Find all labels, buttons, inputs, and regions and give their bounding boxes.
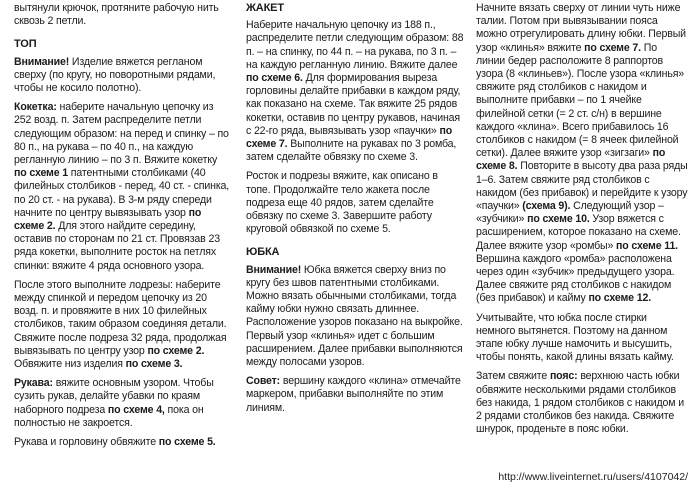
section-heading-top: ТОП	[14, 38, 37, 51]
paragraph-jacket-body: Росток и подрезы вяжите, как описано в топе. Продолжайте тело жакета после подреза еще 40 рядов, затем сделайте обвязку по схеме 3. Завершите работу круговой обвязкой по схеме 5.	[246, 170, 438, 236]
section-heading-jacket: ЖАКЕТ	[246, 2, 284, 14]
paragraph-attention: Внимание! Изделие вяжется регланом сверху (по кругу, но поворотными рядами, чтобы не косило полотно).	[14, 55, 216, 95]
column-skirt-continued	[476, 2, 688, 443]
paragraph-skirt-attention: Внимание! Юбка вяжется сверху вниз по кругу без швов патентными столбиками. Можно вязать обычными столбиками, тогда кайму юбки нужно связать длиннее. Расположение узоров показано на выкройке. Первый узор «клинья» идет с большим расширением. Далее прибавки выполняются между полосами узоров.	[246, 263, 463, 369]
section-heading-skirt: ЮБКА	[246, 246, 280, 259]
paragraph-yoke: Кокетка: наберите начальную цепочку из 252 возд. п. Затем распределите петли следующим образом: на перед и спинку – по 80 п., на рукава – по 40 п., на каждую регланную линию – по 3 п. Вяжите кокетку по схеме 1 патентными столбиками (40 филейных столбиков - перед, 40 ст. - спинка, по 20 ст. - на рукава). В 3-м ряду спереди начните по центру вывязывать узор по схеме 2. Для этого найдите середину, оставив по сторонам по 21 ст. Провязав 23 ряда кокетки, выполните росток на петлях спинки: вяжите 4 ряда основного узора.	[14, 101, 230, 272]
column-top	[14, 2, 230, 455]
column-jacket-skirt	[246, 2, 464, 421]
paragraph-skirt-length: Учитывайте, что юбка после стирки немного вытянется. Поэтому на данном этапе юбку лучше намочить и высушить, чтобы понять, какой длины вязать кайму.	[476, 311, 674, 364]
paragraph-sleeves: Рукава: вяжите основным узором. Чтобы сузить рукав, делайте убавки по краям наборного подреза по схеме 4, пока он полностью не закроется.	[14, 377, 214, 429]
paragraph-underarm: После этого выполните лодрезы: наберите между спинкой и передом цепочку из 20 возд. п. и провяжите в них 10 филейных столбиков, таким образом соединяя детали. Свяжите после подреза 32 ряда, продолжая вывязывать по центру узор по схеме 2. Обвяжите низ изделия по схеме 3.	[14, 278, 227, 371]
paragraph-jacket-start: Наберите начальную цепочку из 188 п., распределите петли следующим образом: 88 п. – на спинку, по 44 п. – на рукава, по 3 п. – на каждую регланную линию. Вяжите далее по схеме 6. Для формирования выреза горловины делайте прибавки в каждом ряду, как показано на схеме. Так вяжите 25 рядов кокетки, оставив по центру рукавов, начиная с 22-го ряда, вывязывать узор «паучки» по схеме 7. Выполните на рукавах по 3 ромба, затем сделайте обвязку по схеме 3.	[246, 19, 464, 164]
source-watermark: http://www.liveinternet.ru/users/4107042/	[498, 471, 688, 483]
paragraph-belt: Затем свяжите пояс: верхнюю часть юбки обвяжите несколькими рядами столбиков без накида, 1 рядом столбиков с накидом и 2 рядами столбиков без накида. Свяжите шнурок, проденьте в пояс юбки.	[476, 370, 684, 436]
paragraph-advice: Совет: вершину каждого «клина» отмечайте маркером, прибавки выполняйте по этим линиям.	[246, 375, 461, 414]
paragraph-intro: вытянули крючок, протяните рабочую нить сквозь 2 петли.	[14, 2, 219, 28]
paragraph-edging: Рукава и горловину обвяжите по схеме 5.	[14, 436, 216, 449]
paragraph-skirt-patterns: Начните вязать сверху от линии чуть ниже талии. Потом при вывязывании пояса можно отрегулировать длину юбки. Первый узор «клинья» вяжите по схеме 7. По линии бедер расположите 8 раппортов узора (8 «клиньев»). После узора «клинья» свяжите ряд столбиков с накидом и выполните прибавки – по 1 ячейке филейной сетки (= 2 ст. с/н) в вершине каждого «клина». Всего прибавилось 16 столбиков с накидом (= 8 ячеек филейной сетки). Далее вяжите узор «зигзаги» по схеме 8. Повторите в высоту два раза ряды 1–6. Затем свяжите ряд столбиков с накидом (без прибавок) и перейдите к узору «паучки» (схема 9). Следующий узор – «зубчики» по схеме 10. Узор вяжется с расширением, которое показано на схеме. Далее вяжите узор «ромбы» по схеме 11. Вершина каждого «ромба» расположена через один «зубчик» предыдущего узора. Далее свяжите ряд столбиков с накидом (без прибавок) и кайму по схеме 12.	[476, 2, 688, 305]
